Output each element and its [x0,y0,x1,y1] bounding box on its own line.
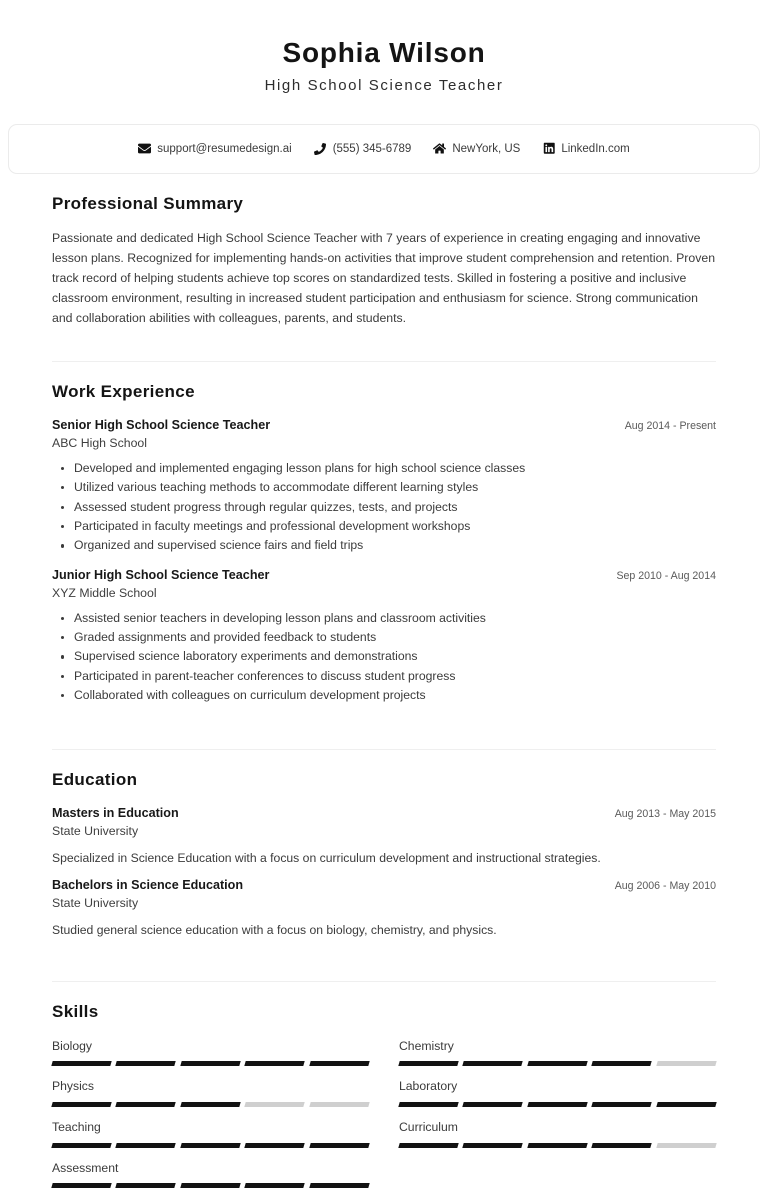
contact-email[interactable] [138,142,291,155]
entry-date: Aug 2006 - May 2010 [614,880,716,893]
skill-name: Assessment [52,1160,119,1175]
entry-header [52,417,716,434]
skill-name: Teaching [52,1119,101,1134]
skill-name: Biology [52,1038,92,1053]
skill-segment-filled [51,1183,112,1188]
section-work-experience [52,361,716,733]
skill-segment-filled [592,1061,653,1066]
skill-item [52,1160,369,1200]
contact-bar [8,124,760,174]
work-entry-list [52,417,716,706]
entry-header [52,805,716,822]
skill-segment-filled [527,1143,588,1148]
candidate-job-title: High School Science Teacher [264,77,504,95]
skill-segment-filled [180,1102,241,1107]
entry-description: Studied general science education with a focus on biology, chemistry, and physics. [52,922,497,937]
contact-location[interactable] [433,142,520,155]
skill-level-bar [52,1183,369,1188]
section-skills [52,981,716,1200]
skill-segment-empty [245,1102,306,1107]
education-entry [52,877,716,939]
skill-name: Physics [52,1079,94,1094]
skill-segment-filled [656,1102,717,1107]
entry-role: Masters in Education [52,805,179,820]
skill-item [52,1078,369,1119]
section-title-skills: Skills [52,1002,99,1022]
home-icon [433,142,446,155]
skill-segment-filled [116,1143,177,1148]
entry-bullet: Assessed student progress through regular quizzes, tests, and projects [52,498,716,517]
section-title-summary: Professional Summary [52,193,244,213]
entry-bullet-list [52,459,716,556]
skill-item [399,1078,716,1119]
entry-date: Aug 2014 - Present [624,419,716,432]
skill-item [52,1119,369,1160]
contact-linkedin-text: LinkedIn.com [561,142,630,155]
skill-name: Chemistry [399,1038,454,1053]
entry-organization: XYZ Middle School [52,586,157,601]
skill-segment-filled [592,1143,653,1148]
candidate-name: Sophia Wilson [282,37,486,68]
skill-segment-filled [180,1143,241,1148]
entry-bullet: Utilized various teaching methods to accommodate different learning styles [52,478,716,497]
contact-linkedin[interactable] [542,142,629,155]
skill-segment-filled [309,1183,370,1188]
skill-segment-empty [309,1102,370,1107]
skill-segment-filled [245,1061,306,1066]
entry-header [52,877,716,894]
contact-phone-text: (555) 345-6789 [332,142,412,155]
entry-role: Senior High School Science Teacher [52,417,271,432]
entry-bullet: Graded assignments and provided feedback to students [52,628,716,647]
skill-segment-filled [180,1061,241,1066]
education-entry-list [52,805,716,939]
entry-organization: State University [52,824,139,839]
skill-segment-filled [116,1061,177,1066]
skill-segment-filled [463,1143,524,1148]
contact-phone[interactable] [314,142,412,155]
skill-level-bar [399,1143,716,1148]
entry-date: Sep 2010 - Aug 2014 [616,569,716,582]
skill-segment-filled [116,1102,177,1107]
skill-segment-filled [116,1183,177,1188]
skill-level-bar [52,1102,369,1107]
skill-segment-filled [463,1102,524,1107]
entry-organization: ABC High School [52,436,148,451]
entry-bullet: Organized and supervised science fairs and field trips [52,536,716,555]
section-education [52,749,716,966]
entry-role: Junior High School Science Teacher [52,567,270,582]
skills-grid [52,1038,716,1200]
skill-level-bar [52,1143,369,1148]
skill-segment-filled [527,1102,588,1107]
skill-segment-filled [398,1061,459,1066]
entry-role: Bachelors in Science Education [52,878,244,893]
section-title-work: Work Experience [52,381,195,401]
entry-bullet: Supervised science laboratory experiments and demonstrations [52,647,716,666]
entry-bullet: Developed and implemented engaging lesson plans for high school science classes [52,459,716,478]
skill-segment-filled [51,1102,112,1107]
skill-segment-filled [398,1102,459,1107]
work-entry [52,417,716,556]
contact-location-text: NewYork, US [452,142,521,155]
skill-segment-empty [656,1061,717,1066]
entry-date: Aug 2013 - May 2015 [614,807,716,820]
skill-segment-empty [656,1143,717,1148]
skill-segment-filled [51,1061,112,1066]
skill-segment-filled [398,1143,459,1148]
entry-bullet: Collaborated with colleagues on curriculum development projects [52,686,716,705]
entry-organization: State University [52,896,139,911]
skill-item [399,1119,716,1160]
skill-segment-filled [309,1061,370,1066]
phone-icon [314,142,327,155]
section-title-education: Education [52,769,138,789]
skill-segment-filled [245,1143,306,1148]
skill-level-bar [399,1102,716,1107]
entry-description: Specialized in Science Education with a focus on curriculum development and instructional strategies. [52,850,601,865]
skill-level-bar [52,1061,369,1066]
entry-bullet: Participated in parent-teacher conferences to discuss student progress [52,667,716,686]
work-entry [52,567,716,706]
skill-segment-filled [245,1183,306,1188]
education-entry [52,805,716,867]
summary-text: Passionate and dedicated High School Science Teacher with 7 years of experience in creating engaging and innovative lesson plans. Recognized for implementing hands-on activities that improve student comprehension and retention. Proven track record of helping students achieve top scores on standardized tests. Skilled in fostering a positive and inclusive classroom environment, resulting in increased student participation and enthusiasm for science. Strong communication and collaboration abilities with colleagues, parents, and students. [52,231,716,325]
skill-segment-filled [309,1143,370,1148]
entry-bullet: Participated in faculty meetings and professional development workshops [52,517,716,536]
skill-segment-filled [592,1102,653,1107]
linkedin-icon [542,142,555,155]
resume-header [0,0,768,114]
skill-segment-filled [51,1143,112,1148]
entry-bullet-list [52,609,716,706]
envelope-icon [138,142,151,155]
skill-item [399,1038,716,1079]
skill-name: Laboratory [399,1079,458,1094]
skill-segment-filled [463,1061,524,1066]
skill-item [52,1038,369,1079]
skill-segment-filled [527,1061,588,1066]
section-professional-summary [52,174,716,345]
skill-level-bar [399,1061,716,1066]
contact-email-text: support@resumedesign.ai [157,142,292,155]
entry-header [52,567,716,584]
skill-segment-filled [180,1183,241,1188]
skill-name: Curriculum [399,1119,458,1134]
entry-bullet: Assisted senior teachers in developing lesson plans and classroom activities [52,609,716,628]
